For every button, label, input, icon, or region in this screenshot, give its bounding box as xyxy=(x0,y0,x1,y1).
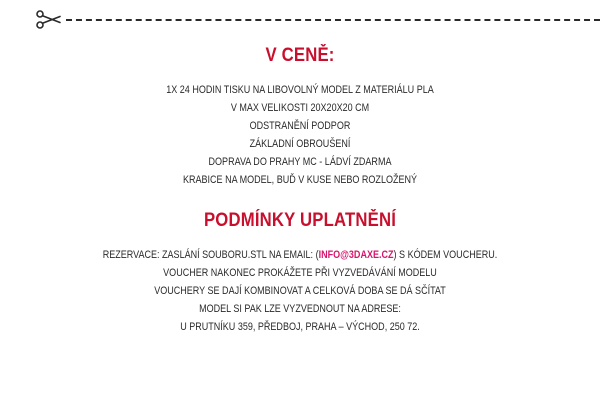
terms-list xyxy=(0,246,600,336)
price-line: ODSTRANĚNÍ PODPOR xyxy=(249,120,351,132)
reservation-suffix: ) S KÓDEM VOUCHERU. xyxy=(393,249,498,261)
terms-heading: PODMÍNKY UPLATNĚNÍ xyxy=(203,210,397,231)
price-heading: V CENĚ: xyxy=(265,45,335,66)
price-line: KRABICE NA MODEL, BUĎ V KUSE NEBO ROZLOŽENÝ xyxy=(182,174,418,186)
email-link[interactable]: INFO@3DAXE.CZ xyxy=(318,249,394,261)
price-line: ZÁKLADNÍ OBROUŠENÍ xyxy=(249,138,351,150)
address-line: U PRUTNÍKU 359, PŘEDBOJ, PRAHA – VÝCHOD, 250 72. xyxy=(180,321,420,333)
dashed-cut-line xyxy=(66,19,600,21)
terms-line: VOUCHERY SE DAJÍ KOMBINOVAT A CELKOVÁ DOBA SE DÁ SČÍTAT xyxy=(154,285,446,297)
price-line: DOPRAVA DO PRAHY MC - LÁDVÍ ZDARMA xyxy=(208,156,392,168)
price-line: 1X 24 HODIN TISKU NA LIBOVOLNÝ MODEL Z MATERIÁLU PLA xyxy=(166,84,434,96)
price-line: V MAX VELIKOSTI 20X20X20 CM xyxy=(230,102,370,114)
terms-line: VOUCHER NAKONEC PROKÁŽETE PŘI VYZVEDÁVÁNÍ MODELU xyxy=(163,267,437,279)
cut-line xyxy=(36,9,600,31)
reservation-line xyxy=(54,246,546,264)
scissors-icon xyxy=(36,9,62,31)
reservation-prefix: REZERVACE: ZASLÁNÍ SOUBORU.STL NA EMAIL: ( xyxy=(102,249,319,261)
terms-line: MODEL SI PAK LZE VYZVEDNOUT NA ADRESE: xyxy=(199,303,401,315)
price-list xyxy=(0,81,600,189)
